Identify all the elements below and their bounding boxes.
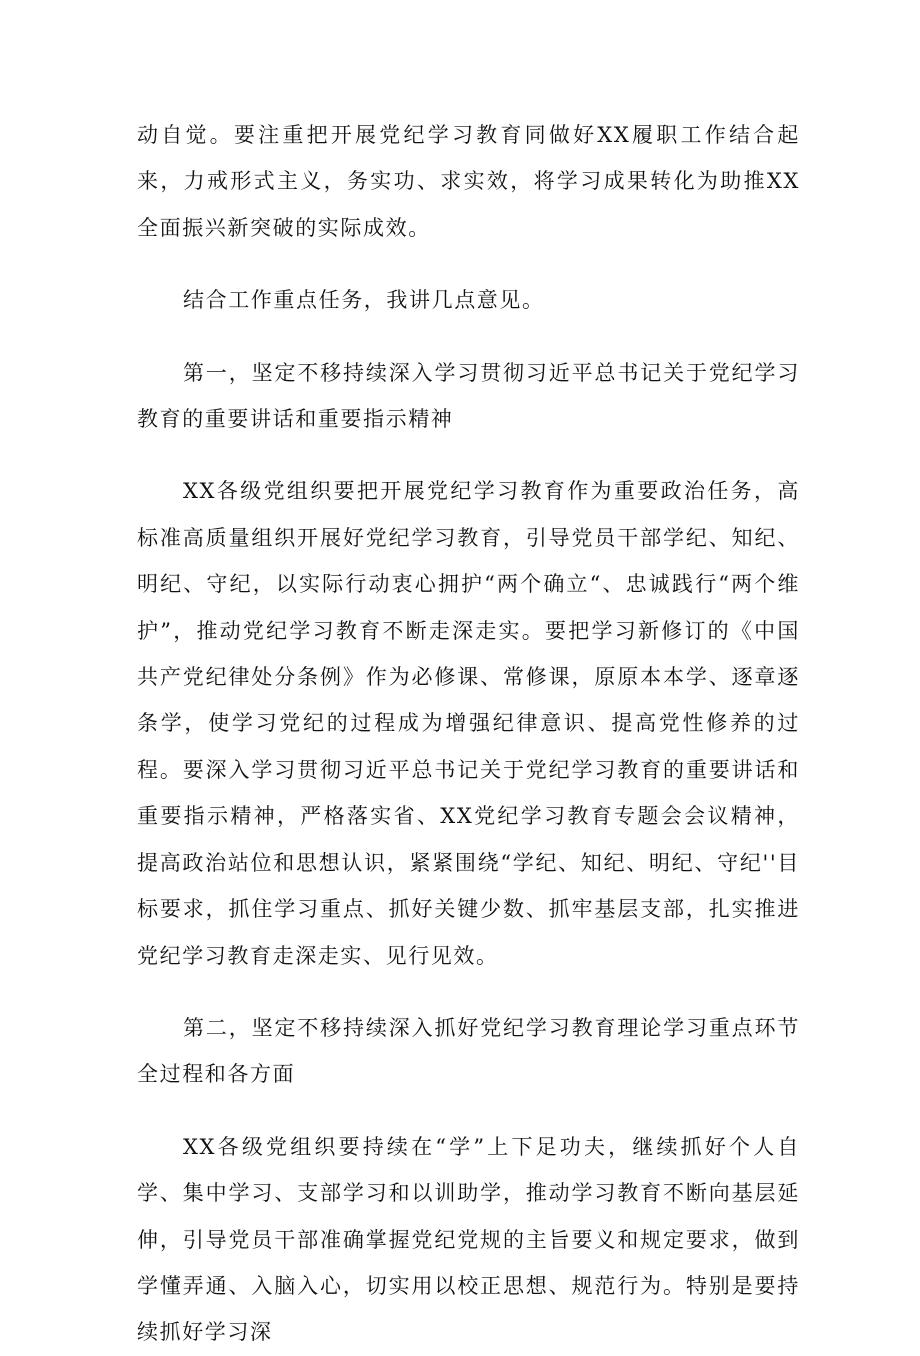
paragraph-intro: 结合工作重点任务，我讲几点意见。 xyxy=(183,288,545,313)
paragraph-continued: 动自觉。要注重把开展党纪学习教育同做好XX履职工作结合起来，力戒形式主义，务实功、求实效，将学习成果转化为助推XX全面振兴新突破的实际成效。 xyxy=(137,123,800,240)
section-heading-second: 第二，坚定不移持续深入抓好党纪学习教育理论学习重点环节全过程和各方面 xyxy=(137,1015,800,1087)
paragraph-second-section: XX各级党组织要持续在“学”上下足功夫，继续抓好个人自学、集中学习、支部学习和以训助学，推动学习教育不断向基层延伸，引导党员干部准确掌握党纪党规的主旨要义和规定要求，做到学懂弄通、入脑入心，切实用以校正思想、规范行为。特别是要持续抓好学习深 xyxy=(137,1134,800,1345)
section-heading-first: 第一，坚定不移持续深入学习贯彻习近平总书记关于党纪学习教育的重要讲话和重要指示精神 xyxy=(137,360,800,432)
paragraph-first-section: XX各级党组织要把开展党纪学习教育作为重要政治任务，高标准高质量组织开展好党纪学习教育，引导党员干部学纪、知纪、明纪、守纪，以实际行动衷心拥护“两个确立“、忠诚践行“两个维护”，推动党纪学习教育不断走深走实。要把学习新修订的《中国共产党纪律处分条例》作为必修课、常修课，原原本本学、逐章逐条学，使学习党纪的过程成为增强纪律意识、提高党性修养的过程。要深入学习贯彻习近平总书记关于党纪学习教育的重要讲话和重要指示精神，严格落实省、XX党纪学习教育专题会会议精神，提高政治站位和思想认识，紧紧围绕“学纪、知纪、明纪、守纪''目标要求，抓住学习重点、抓好关键少数、抓牢基层支部，扎实推进党纪学习教育走深走实、见行见效。 xyxy=(137,479,800,968)
